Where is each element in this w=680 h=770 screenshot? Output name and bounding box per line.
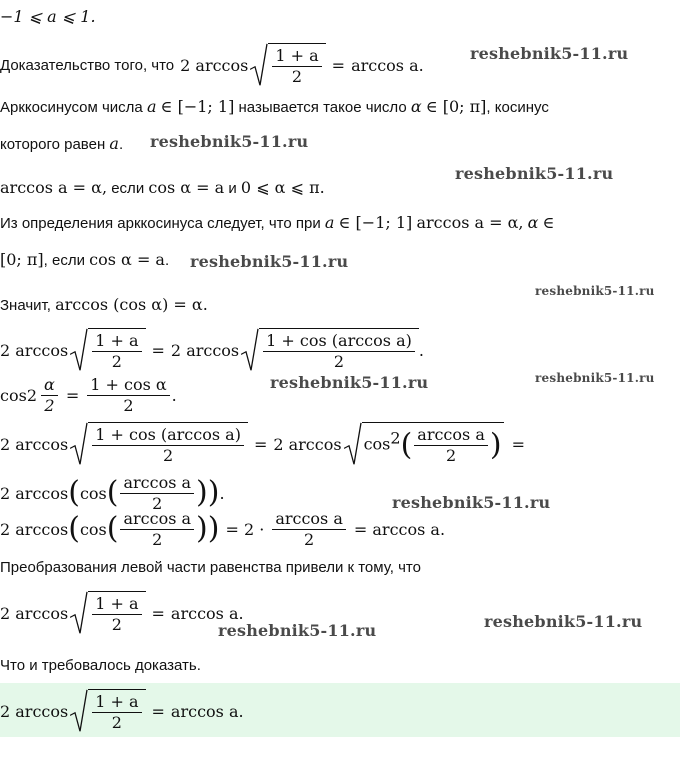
two-arccos: 2 arccos — [0, 434, 69, 454]
equals-two-times: = 2 · — [225, 519, 265, 539]
transform-text: Преобразования левой части равенства привели к тому, что — [0, 559, 421, 576]
two-arccos: 2 arccos — [0, 701, 69, 721]
sqrt-expression — [250, 43, 325, 87]
denominator: 2 — [445, 446, 457, 465]
qed-line — [0, 655, 201, 677]
equals: = — [253, 434, 268, 454]
denominator: 2 — [111, 713, 122, 732]
arccos-eq-alpha: arccos a = α, — [0, 178, 108, 197]
transform-line — [0, 557, 421, 579]
arccos-eq-alpha: arccos a = α, — [416, 213, 524, 232]
denominator: 2 — [333, 352, 345, 371]
sqrt-expression — [241, 328, 419, 372]
equals: = — [331, 55, 346, 75]
denominator: 2 — [304, 529, 315, 549]
two-arccos: 2 arccos — [0, 603, 69, 623]
numerator: 1 + a — [92, 594, 141, 615]
final-result: 2 arccos $\frac{1 + a}{2}$ = arccos a . — [0, 685, 244, 737]
equals: = — [151, 603, 165, 623]
if-word: если — [111, 180, 145, 197]
denominator: 2 — [291, 67, 303, 86]
proof-statement: Доказательство того, что 2 arccos $\frac{1 + a}{2}$ = arccos a . — [0, 36, 424, 94]
equation-4: 2 arccos ( cos ( $\frac{\text{arccos a}}{2}$ )) . — [0, 472, 225, 513]
two-arccos: 2 arccos — [180, 55, 249, 75]
equation-1: 2 arccos $\frac{1 + a}{2}$ = 2 arccos $\frac{\text{1 + cos (arccos a)}}{2}$ . — [0, 322, 424, 378]
equals: = — [151, 340, 165, 360]
proof-intro-text: Доказательство того, что — [0, 56, 175, 74]
var-alpha: α — [527, 213, 539, 232]
interval-1: ∈ [−1; 1] — [160, 97, 235, 116]
denominator: 2 — [111, 615, 122, 634]
sqrt-expression — [70, 591, 145, 635]
two-arccos: 2 arccos — [170, 340, 240, 360]
square: 2 — [390, 428, 401, 448]
equals: = — [65, 385, 80, 405]
two-arccos: 2 arccos — [0, 340, 69, 360]
var-alpha: α — [410, 97, 422, 116]
def-prefix: Арккосинусом числа — [0, 99, 143, 116]
sqrt-expression: $\cos^2$( $\frac{\text{arccos a}}{2}$ ) — [344, 422, 504, 466]
cos: cos — [79, 483, 107, 503]
equation-6: 2 arccos $\frac{1 + a}{2}$ = arccos a . — [0, 585, 244, 641]
from-def-text: Из определения арккосинуса следует, что при — [0, 215, 321, 232]
denominator: 2 — [152, 529, 163, 549]
numerator: 1 + cos (arccos a) — [92, 425, 244, 446]
numerator: α — [44, 374, 55, 394]
sqrt-expression — [70, 689, 145, 733]
condition: −1 ⩽ a ⩽ 1. — [0, 7, 96, 26]
watermark: reshebnik5-11.ru — [150, 132, 309, 151]
equation-2: cos 2 $\frac{\alpha}{2}$ = $\frac{\text{1 + cos α}}{2}$ . — [0, 374, 177, 415]
qed-text: Что и требовалось доказать. — [0, 657, 201, 674]
watermark: reshebnik5-11.ru — [470, 44, 629, 63]
denominator: 2 — [123, 395, 134, 415]
therefore-line — [0, 294, 208, 317]
radical-sign — [250, 43, 268, 87]
equation-5: 2 arccos ( cos ( $\frac{\text{arccos a}}{2}$ )) = 2 · $\frac{\text{arccos a}}{2}$ = arccos a. — [0, 508, 446, 549]
def-line2: которого равен — [0, 136, 106, 153]
therefore-word: Значит, — [0, 297, 51, 314]
numerator: 1 + cos α — [87, 375, 169, 396]
from-definition-line-2: [0; π], если cos α = a. — [0, 250, 170, 269]
interval-2: ∈ [0; π] — [425, 97, 487, 116]
watermark: reshebnik5-11.ru — [218, 621, 377, 640]
numerator: arccos a — [120, 509, 194, 530]
two-arccos: 2 arccos — [273, 434, 342, 454]
cos: cos — [363, 434, 391, 454]
equals: = — [511, 434, 525, 454]
watermark: reshebnik5-11.ru — [535, 371, 655, 385]
if-word: если — [52, 252, 85, 269]
numerator: 1 + a — [272, 46, 321, 67]
square: 2 — [26, 385, 37, 405]
definition-line-3 — [0, 177, 325, 200]
numerator: arccos a — [272, 509, 346, 530]
var-a: a — [146, 97, 157, 116]
cos: cos — [79, 519, 107, 539]
cos: cos — [0, 385, 27, 405]
sqrt-expression — [70, 328, 145, 372]
watermark: reshebnik5-11.ru — [190, 252, 349, 271]
arccos-a: arccos a — [170, 701, 239, 721]
alpha-range: 0 ⩽ α ⩽ π. — [240, 178, 325, 197]
denominator: 2 — [162, 446, 174, 465]
arccos-cos-alpha: arccos (cos α) = α. — [55, 295, 208, 314]
watermark: reshebnik5-11.ru — [455, 164, 614, 183]
numerator: 1 + cos (arccos a) — [263, 331, 415, 352]
numerator: arccos a — [120, 473, 194, 494]
result-tail: = arccos a. — [353, 519, 446, 539]
watermark: reshebnik5-11.ru — [535, 284, 655, 298]
equation-3 — [0, 416, 525, 472]
from-definition-line-1: Из определения арккосинуса следует, что при a ∈ [−1; 1] arccos a = α, α ∈ — [0, 213, 555, 232]
two-arccos: 2 arccos — [0, 483, 69, 503]
interval-1: ∈ [−1; 1] — [338, 213, 413, 232]
var-a: a — [109, 134, 119, 153]
watermark: reshebnik5-11.ru — [392, 493, 551, 512]
condition-line — [0, 6, 96, 29]
denominator: 2 — [41, 395, 58, 416]
definition-line-1 — [0, 96, 549, 119]
watermark: reshebnik5-11.ru — [270, 373, 429, 392]
and-word: и — [228, 180, 237, 197]
numerator: arccos a — [414, 425, 488, 446]
two-arccos: 2 arccos — [0, 519, 69, 539]
equals: = — [151, 701, 165, 721]
cos-eq-a: cos α = a — [148, 178, 225, 197]
arccos-a: arccos a — [351, 55, 419, 75]
arccos-a: arccos a — [170, 603, 239, 623]
var-a: a — [324, 213, 335, 232]
definition-line-2: которого равен a. — [0, 134, 124, 153]
def-suffix: , косинус — [486, 99, 549, 116]
numerator: 1 + a — [92, 331, 141, 352]
cos-eq-a: cos α = a — [89, 250, 165, 269]
sqrt-expression — [70, 422, 248, 466]
denominator: 2 — [152, 493, 163, 513]
denominator: 2 — [111, 352, 122, 371]
def-mid: называется такое число — [238, 99, 407, 116]
numerator: 1 + a — [92, 692, 141, 713]
watermark: reshebnik5-11.ru — [484, 612, 643, 631]
